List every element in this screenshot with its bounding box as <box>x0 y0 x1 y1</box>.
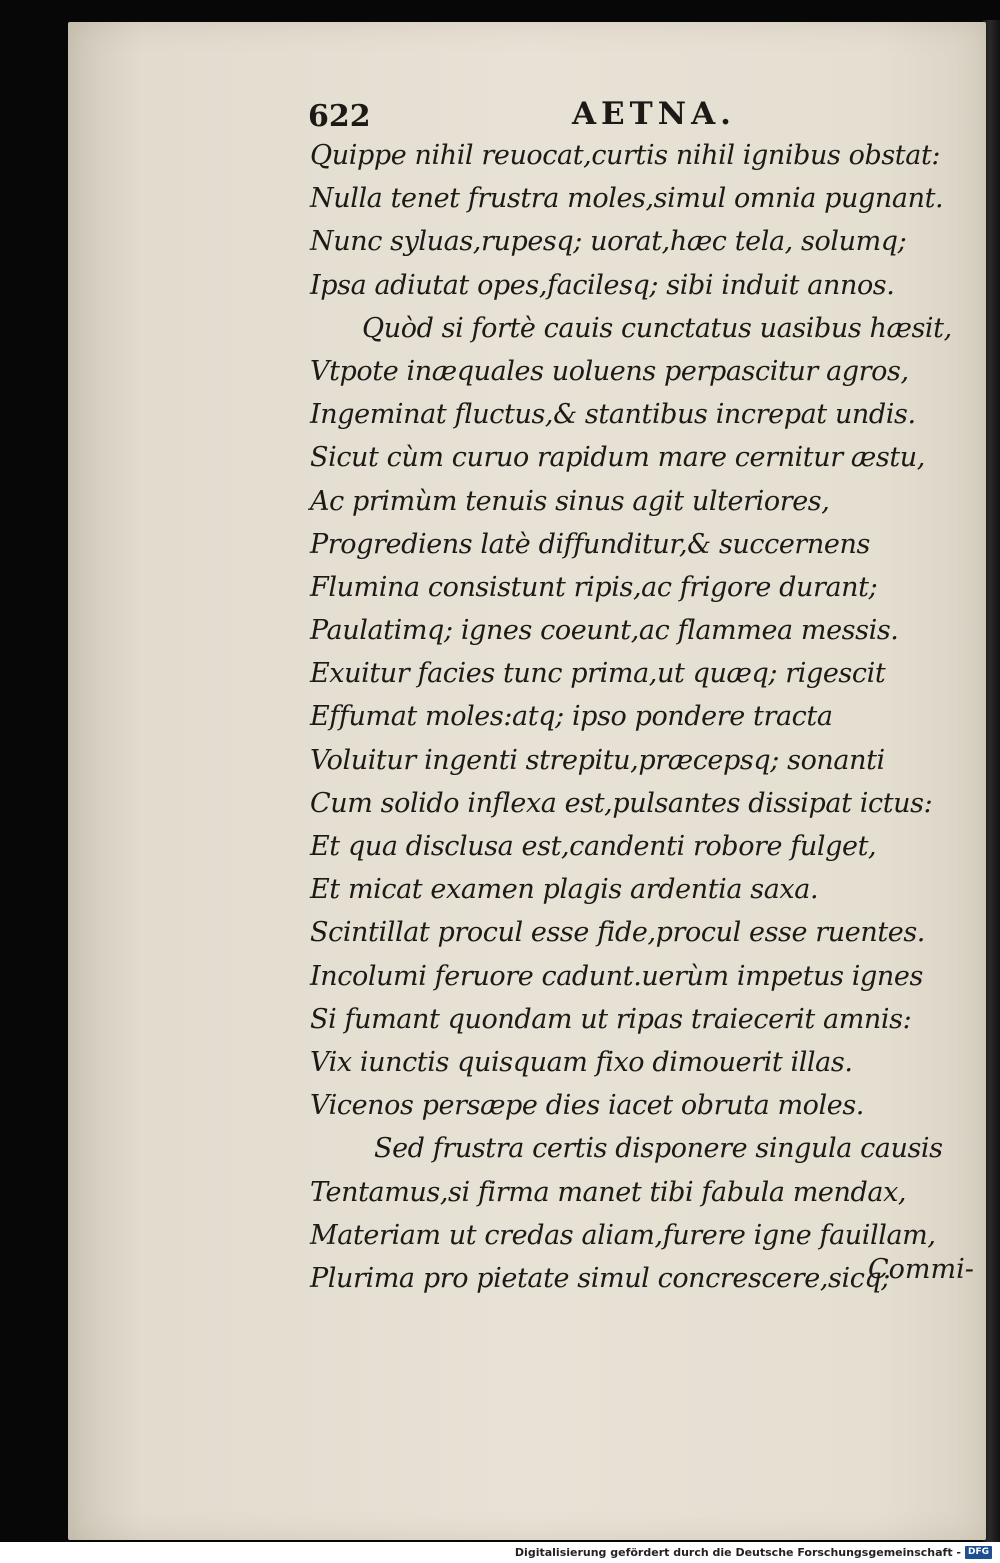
verse-line: Tentamus,si firma manet tibi fabula mendax, <box>310 1176 907 1208</box>
verse-line: Vicenos persæpe dies iacet obruta moles. <box>310 1090 864 1122</box>
verse-line: Voluitur ingenti strepitu,præcepsq; sonanti <box>310 744 885 776</box>
verse-line: Paulatimq; ignes coeunt,ac flammea messis. <box>310 615 899 647</box>
verse-line: Quippe nihil reuocat,curtis nihil ignibus obstat: <box>310 140 941 171</box>
digitization-footer <box>0 1542 1000 1563</box>
verse-line: Sed frustra certis disponere singula causis <box>374 1133 943 1165</box>
verse-line: Plurima pro pietate simul concrescere,sicq; <box>310 1262 890 1294</box>
verse-line: Ipsa adiutat opes,facilesq; sibi induit annos. <box>310 269 895 301</box>
footer-credit: Digitalisierung gefördert durch die Deutsche Forschungsgemeinschaft - <box>514 1546 961 1559</box>
verse-line: Materiam ut credas aliam,furere igne fauillam, <box>310 1219 936 1251</box>
verse-line: Cum solido inflexa est,pulsantes dissipat ictus: <box>310 787 933 819</box>
dfg-logo-icon: DFG <box>965 1546 992 1559</box>
verse-line: Exuitur facies tunc prima,ut quæq; rigescit <box>310 658 886 690</box>
verse-line: Vix iunctis quisquam fixo dimouerit illas. <box>310 1046 853 1078</box>
verse-line: Et qua disclusa est,candenti robore fulget, <box>310 831 877 862</box>
running-head: AETNA. <box>572 96 736 132</box>
verse-line: Et micat examen plagis ardentia saxa. <box>310 874 819 906</box>
verse-line: Nunc syluas,rupesq; uorat,hæc tela, solumq; <box>310 226 907 258</box>
page-number: 622 <box>308 99 371 134</box>
verse-line: Sicut cùm curuo rapidum mare cernitur æstu, <box>310 442 925 474</box>
verse-line: Progrediens latè diffunditur,& succernens <box>310 528 870 560</box>
verse-line: Si fumant quondam ut ripas traiecerit amnis: <box>310 1003 912 1035</box>
catchword: Commi- <box>868 1254 974 1285</box>
verse-line: Effumat moles:atq; ipso pondere tracta <box>310 701 833 733</box>
verse-line: Ingeminat fluctus,& stantibus increpat undis. <box>310 399 916 431</box>
verse-line: Ac primùm tenuis sinus agit ulteriores, <box>310 485 830 517</box>
verse-line: Vtpote inæquales uoluens perpascitur agros, <box>310 355 909 387</box>
verse-line: Quòd si fortè cauis cunctatus uasibus hæsit, <box>362 312 952 344</box>
verse-line: Scintillat procul esse fide,procul esse ruentes. <box>310 917 925 949</box>
verse-line: Flumina consistunt ripis,ac frigore durant; <box>310 571 878 603</box>
verse-block <box>310 134 970 1300</box>
verse-line: Nulla tenet frustra moles,simul omnia pugnant. <box>310 183 944 215</box>
verse-line: Incolumi feruore cadunt.uerùm impetus ignes <box>310 960 923 992</box>
